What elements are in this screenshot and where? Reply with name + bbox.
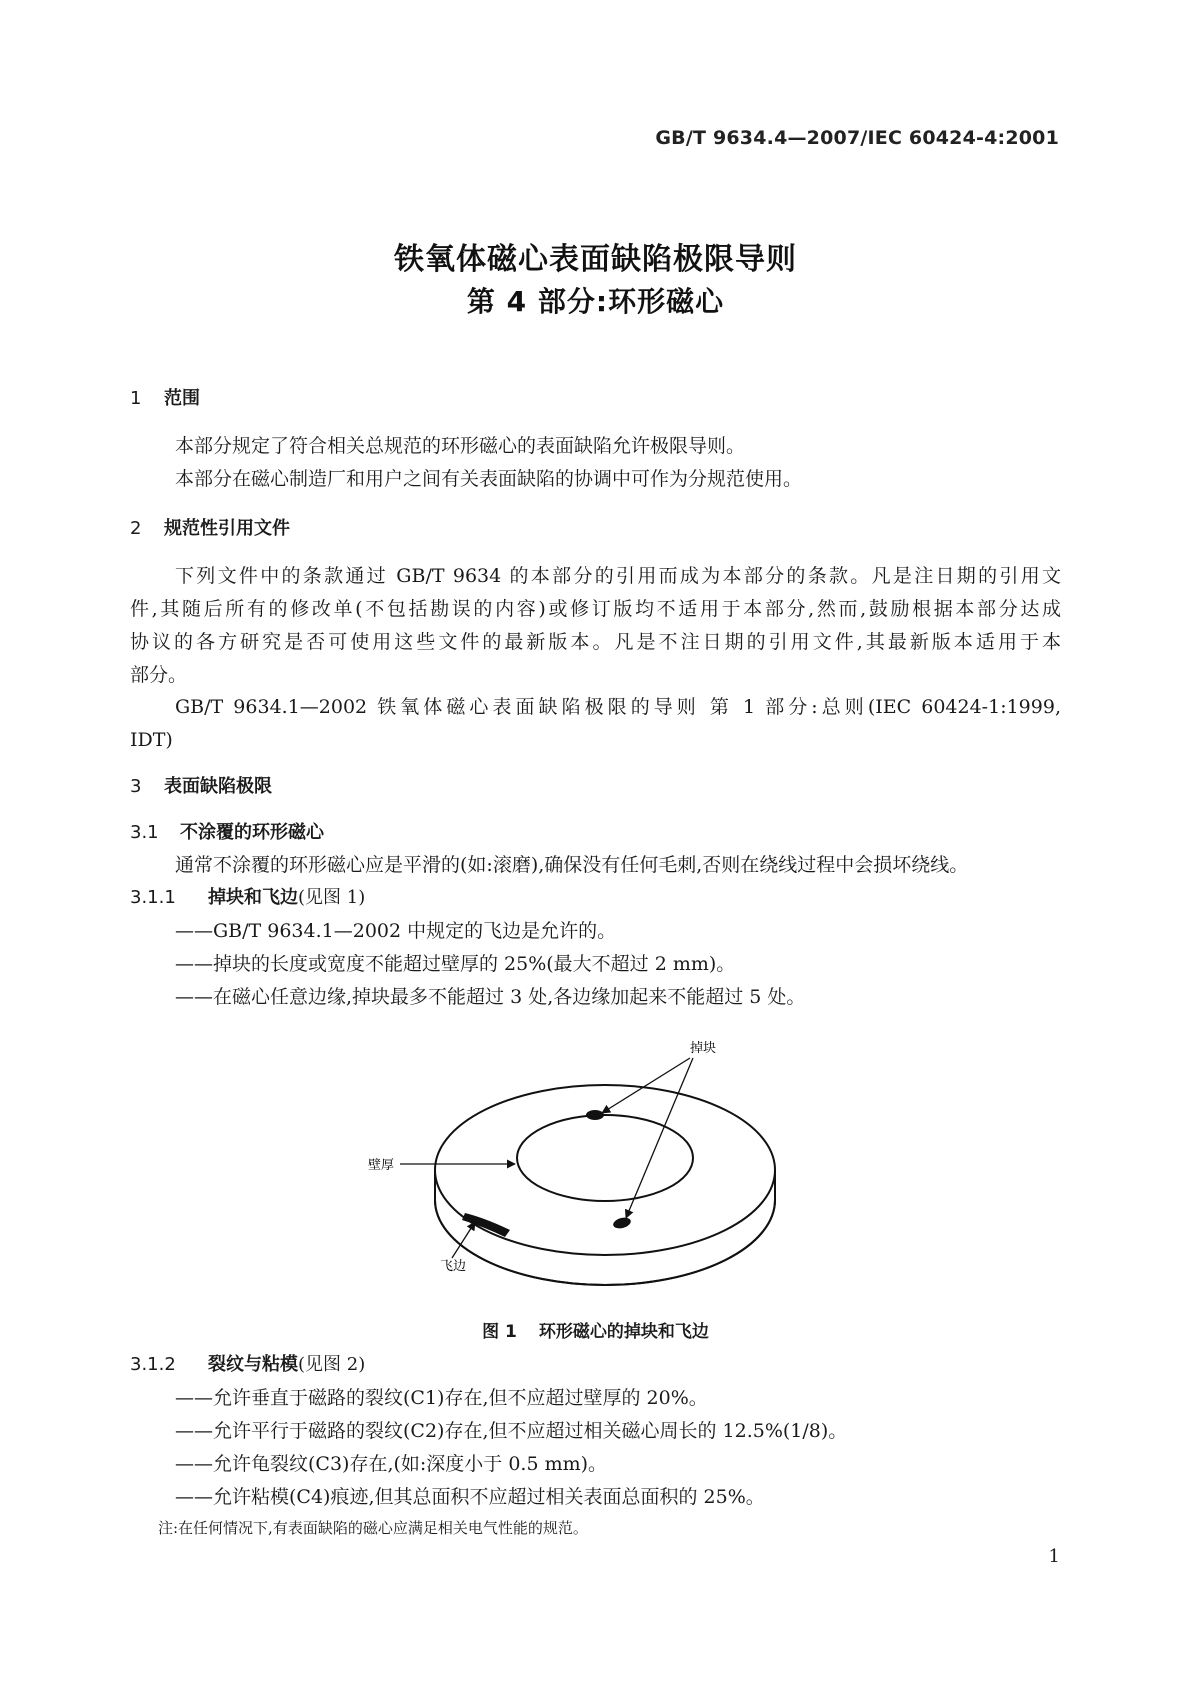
normative-reference-cont: IDT) xyxy=(130,729,173,751)
section-number: 3 xyxy=(130,776,142,797)
section-title: 表面缺陷极限 xyxy=(164,776,272,797)
section-number: 3.1.1 xyxy=(130,887,176,908)
section-2-paragraph-line: 下列文件中的条款通过 GB/T 9634 的本部分的引用而成为本部分的条款。凡是注日期的引用文 xyxy=(175,565,1061,587)
section-title: 掉块和飞边 xyxy=(208,887,298,908)
document-subtitle: 第 4 部分:环形磁心 xyxy=(466,285,725,318)
section-title: 不涂覆的环形磁心 xyxy=(180,822,324,843)
section-3-heading xyxy=(130,775,272,799)
figure-1-caption xyxy=(0,1317,1191,1342)
list-item: ——GB/T 9634.1—2002 中规定的飞边是允许的。 xyxy=(175,920,617,942)
figure-number: 图 1 xyxy=(482,1322,517,1342)
section-number: 3.1.2 xyxy=(130,1354,176,1375)
section-3-1-paragraph: 通常不涂覆的环形磁心应是平滑的(如:滚磨),确保没有任何毛刺,否则在绕线过程中会损坏绕线。 xyxy=(175,854,969,876)
chip-defect-inner xyxy=(586,1110,604,1120)
document-title: 铁氧体磁心表面缺陷极限导则 xyxy=(394,242,797,277)
section-3-1-heading xyxy=(130,821,324,845)
section-1-heading xyxy=(130,387,200,411)
section-2-paragraph-line: 协议的各方研究是否可使用这些文件的最新版本。凡是不注日期的引用文件,其最新版本适用于本 xyxy=(130,631,1061,653)
page-number: 1 xyxy=(1048,1546,1060,1567)
section-1-paragraph-1: 本部分规定了符合相关总规范的环形磁心的表面缺陷允许极限导则。 xyxy=(175,435,746,457)
figure-1-toroid-diagram xyxy=(368,1040,800,1274)
section-number: 1 xyxy=(130,388,142,409)
section-title: 规范性引用文件 xyxy=(164,518,290,539)
toroid-inner-hole xyxy=(517,1115,693,1201)
list-item: ——允许平行于磁路的裂纹(C2)存在,但不应超过相关磁心周长的 12.5%(1/8)。 xyxy=(175,1420,848,1442)
list-item: ——掉块的长度或宽度不能超过壁厚的 25%(最大不超过 2 mm)。 xyxy=(175,953,736,975)
list-item: ——允许垂直于磁路的裂纹(C1)存在,但不应超过壁厚的 20%。 xyxy=(175,1387,708,1409)
section-3-1-1-heading xyxy=(130,886,365,910)
label-wall-thickness: 壁厚 xyxy=(368,1158,395,1173)
standard-code: GB/T 9634.4—2007/IEC 60424-4:2001 xyxy=(655,127,1059,149)
section-3-1-2-heading xyxy=(130,1353,365,1377)
note: 注:在任何情况下,有表面缺陷的磁心应满足相关电气性能的规范。 xyxy=(158,1519,588,1537)
section-2-heading xyxy=(130,517,290,541)
list-item: ——允许龟裂纹(C3)存在,(如:深度小于 0.5 mm)。 xyxy=(175,1453,608,1475)
section-title: 范围 xyxy=(164,388,200,409)
list-item: ——允许粘模(C4)痕迹,但其总面积不应超过相关表面总面积的 25%。 xyxy=(175,1486,765,1508)
section-1-paragraph-2: 本部分在磁心制造厂和用户之间有关表面缺陷的协调中可作为分规范使用。 xyxy=(175,468,803,490)
list-item: ——在磁心任意边缘,掉块最多不能超过 3 处,各边缘加起来不能超过 5 处。 xyxy=(175,986,806,1008)
section-2-paragraph-line: 部分。 xyxy=(130,664,188,686)
figure-reference: (见图 2) xyxy=(298,1354,366,1375)
section-number: 2 xyxy=(130,518,142,539)
section-number: 3.1 xyxy=(130,822,159,843)
label-burr: 飞边 xyxy=(440,1259,467,1274)
figure-reference: (见图 1) xyxy=(298,887,366,908)
figure-title: 环形磁心的掉块和飞边 xyxy=(538,1322,709,1342)
normative-reference: GB/T 9634.1—2002 铁氧体磁心表面缺陷极限的导则 第 1 部分:总则(IEC 60424-1:1999, xyxy=(175,696,1061,718)
section-title: 裂纹与粘模 xyxy=(208,1354,298,1375)
section-2-paragraph-line: 件,其随后所有的修改单(不包括勘误的内容)或修订版均不适用于本部分,然而,鼓励根据本部分达成 xyxy=(130,598,1061,620)
label-chip: 掉块 xyxy=(690,1041,717,1056)
